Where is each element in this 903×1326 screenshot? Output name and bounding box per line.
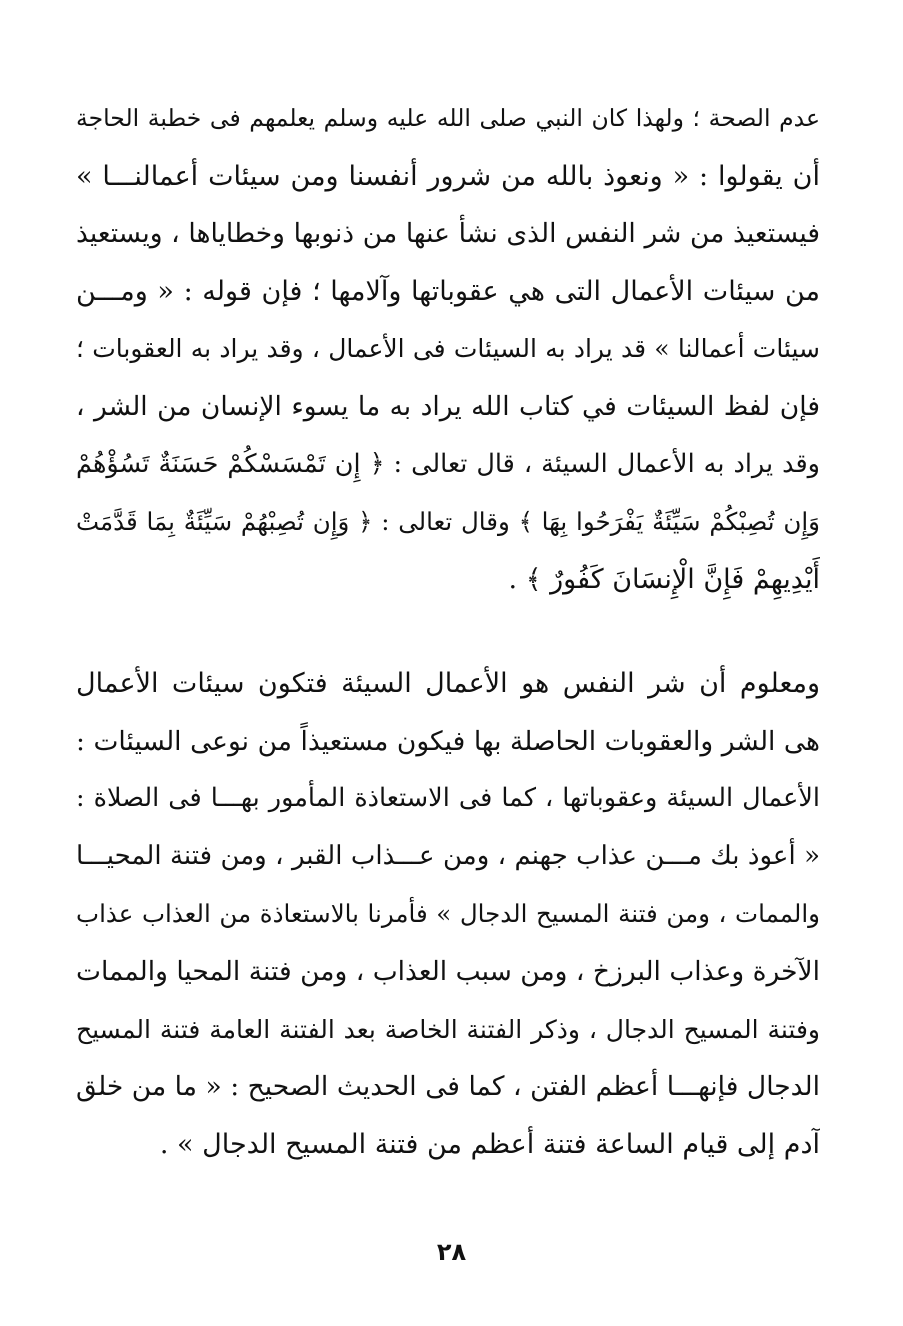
text-line: الآخرة وعذاب البرزخ ، ومن سبب العذاب ، ومن فتنة المحيا والممات [76,955,820,987]
text-line: من سيئات الأعمال التى هي عقوباتها وآلامها ؛ فإن قوله : « ومـــن [76,275,820,307]
text-line: أَيْدِيهِمْ فَإِنَّ الْإِنسَانَ كَفُورٌ ﴾ . [508,563,820,595]
text-line: ومعلوم أن شر النفس هو الأعمال السيئة فتكون سيئات الأعمال [76,668,820,699]
text-line: عدم الصحة ؛ ولهذا كان النبي صلى الله عليه وسلم يعلمهم فى خطبة الحاجة [76,104,820,132]
text-line: آدم إلى قيام الساعة فتنة أعظم من فتنة المسيح الدجال » . [159,1128,820,1160]
text-line: سيئات أعمالنا » قد يراد به السيئات فى الأعمال ، وقد يراد به العقوبات ؛ [76,334,820,364]
text-line: فيستعيذ من شر النفس الذى نشأ عنها من ذنوبها وخطاياها ، ويستعيذ [76,218,820,250]
paragraph-1 [76,90,820,608]
text-line: الدجال فإنهـــا أعظم الفتن ، كما فى الحديث الصحيح : « ما من خلق [76,1071,820,1103]
paragraph-2 [76,655,820,1173]
page-number: ٢٨ [436,1238,467,1266]
text-line: فإن لفظ السيئات في كتاب الله يراد به ما يسوء الإنسان من الشر ، [76,390,820,422]
text-line: والممات ، ومن فتنة المسيح الدجال » فأمرنا بالاستعاذة من العذاب عذاب [76,899,820,929]
text-line: أن يقولوا : « ونعوذ بالله من شرور أنفسنا ومن سيئات أعمالنـــا » [76,160,820,192]
text-line: وفتنة المسيح الدجال ، وذكر الفتنة الخاصة بعد الفتنة العامة فتنة المسيح [76,1014,820,1044]
text-line: هى الشر والعقوبات الحاصلة بها فيكون مستعيذاً من نوعى السيئات : [76,725,820,757]
text-line: الأعمال السيئة وعقوباتها ، كما فى الاستعاذة المأمور بهـــا فى الصلاة : [76,783,820,814]
text-line: وقد يراد به الأعمال السيئة ، قال تعالى : ﴿ إِن تَمْسَسْكُمْ حَسَنَةٌ تَسُؤْهُمْ [76,448,820,479]
text-line: « أعوذ بك مـــن عذاب جهنم ، ومن عـــذاب القبر ، ومن فتنة المحيـــا [76,840,820,871]
text-line: وَإِن تُصِبْكُمْ سَيِّئَةٌ يَفْرَحُوا بِهَا ﴾ وقال تعالى : ﴿ وَإِن تُصِبْهُمْ سَيِّئَةٌ بِمَا قَدَّمَتْ [76,507,820,537]
